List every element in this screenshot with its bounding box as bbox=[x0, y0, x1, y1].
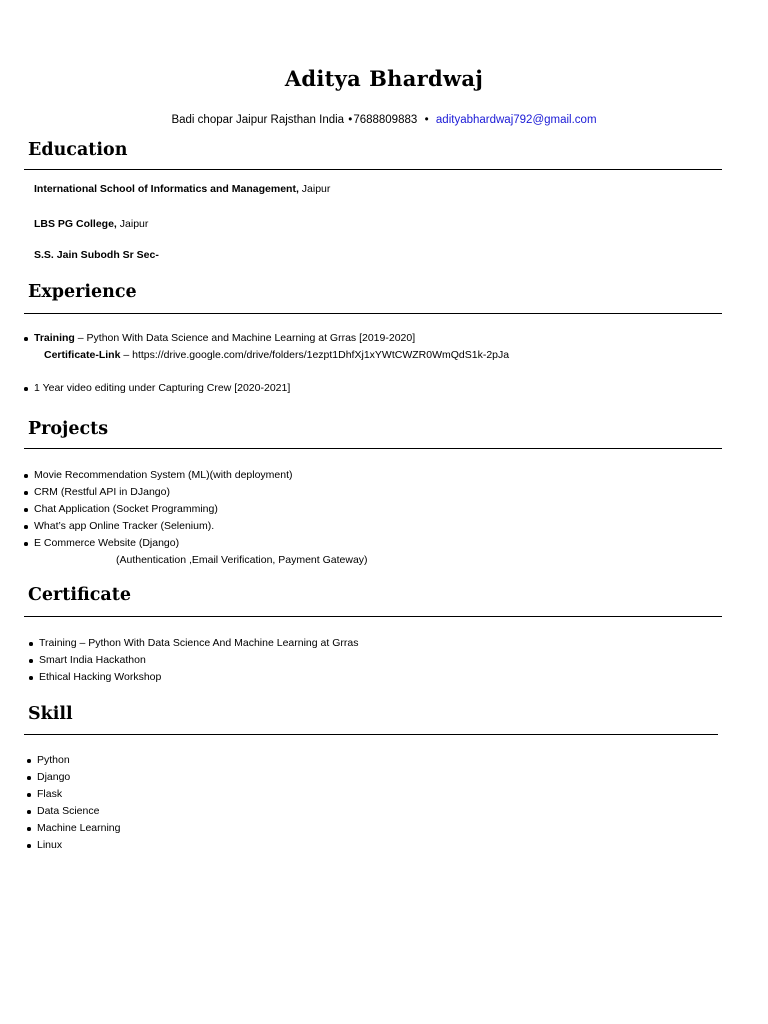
list-item: E Commerce Website (Django) bbox=[34, 535, 368, 552]
list-item: Chat Application (Socket Programming) bbox=[34, 501, 368, 518]
list-item: CRM (Restful API in DJango) bbox=[34, 484, 368, 501]
section-title-certificate: Certificate bbox=[28, 585, 131, 605]
email-link[interactable]: adityabhardwaj792@gmail.com bbox=[435, 114, 597, 126]
list-item: Python bbox=[37, 752, 120, 769]
candidate-name bbox=[0, 66, 768, 91]
section-divider bbox=[24, 734, 718, 735]
education-entry bbox=[34, 218, 148, 230]
experience-training bbox=[34, 332, 415, 344]
list-item: Flask bbox=[37, 786, 120, 803]
phone-number: 7688809883 bbox=[353, 114, 418, 126]
contact-line bbox=[0, 114, 768, 126]
institution-name: S.S. Jain Subodh Sr Sec- bbox=[34, 249, 159, 261]
section-divider bbox=[24, 616, 722, 617]
training-text: – Python With Data Science and Machine Learning at Grras [2019-2020] bbox=[74, 332, 416, 344]
section-title-skill: Skill bbox=[28, 704, 73, 724]
list-item: What’s app Online Tracker (Selenium). bbox=[34, 518, 368, 535]
section-title-experience: Experience bbox=[28, 282, 137, 302]
list-item: Linux bbox=[37, 837, 120, 854]
list-item: Machine Learning bbox=[37, 820, 120, 837]
section-divider bbox=[24, 313, 722, 314]
last-name: Bhardwaj bbox=[369, 66, 484, 91]
certificate-list bbox=[39, 635, 358, 686]
section-divider bbox=[24, 169, 722, 170]
list-item: Smart India Hackathon bbox=[39, 652, 358, 669]
section-title-education: Education bbox=[28, 140, 128, 160]
experience-item: 1 Year video editing under Capturing Crew [2020-2021] bbox=[34, 382, 291, 394]
section-title-projects: Projects bbox=[28, 419, 109, 439]
separator-bullet: • bbox=[424, 114, 429, 126]
list-item: Training – Python With Data Science And Machine Learning at Grras bbox=[39, 635, 358, 652]
education-entry bbox=[34, 249, 159, 261]
list-bullet bbox=[24, 387, 28, 391]
separator-bullet: • bbox=[348, 114, 353, 126]
list-bullet bbox=[24, 337, 28, 341]
projects-list bbox=[34, 467, 368, 569]
section-divider bbox=[24, 448, 722, 449]
list-item: Django bbox=[37, 769, 120, 786]
certificate-link-label: Certificate-Link bbox=[44, 349, 121, 361]
skill-list bbox=[37, 752, 120, 854]
certificate-link-url[interactable]: – https://drive.google.com/drive/folders/1ezpt1DhfXj1xYWtCWZR0WmQdS1k-2pJa bbox=[120, 349, 510, 361]
training-label: Training bbox=[34, 332, 75, 344]
experience-certificate-link bbox=[44, 349, 509, 361]
education-entry bbox=[34, 183, 330, 195]
address: Badi chopar Jaipur Rajsthan India bbox=[171, 114, 345, 126]
first-name: Aditya bbox=[284, 66, 362, 91]
list-sub-item: (Authentication ,Email Verification, Payment Gateway) bbox=[116, 554, 368, 566]
institution-name: LBS PG College, bbox=[34, 218, 117, 230]
institution-location: Jaipur bbox=[116, 218, 149, 230]
list-item: Data Science bbox=[37, 803, 120, 820]
institution-name: International School of Informatics and Management, bbox=[34, 183, 299, 195]
list-item: Movie Recommendation System (ML)(with deployment) bbox=[34, 467, 368, 484]
institution-location: Jaipur bbox=[298, 183, 331, 195]
list-item: Ethical Hacking Workshop bbox=[39, 669, 358, 686]
